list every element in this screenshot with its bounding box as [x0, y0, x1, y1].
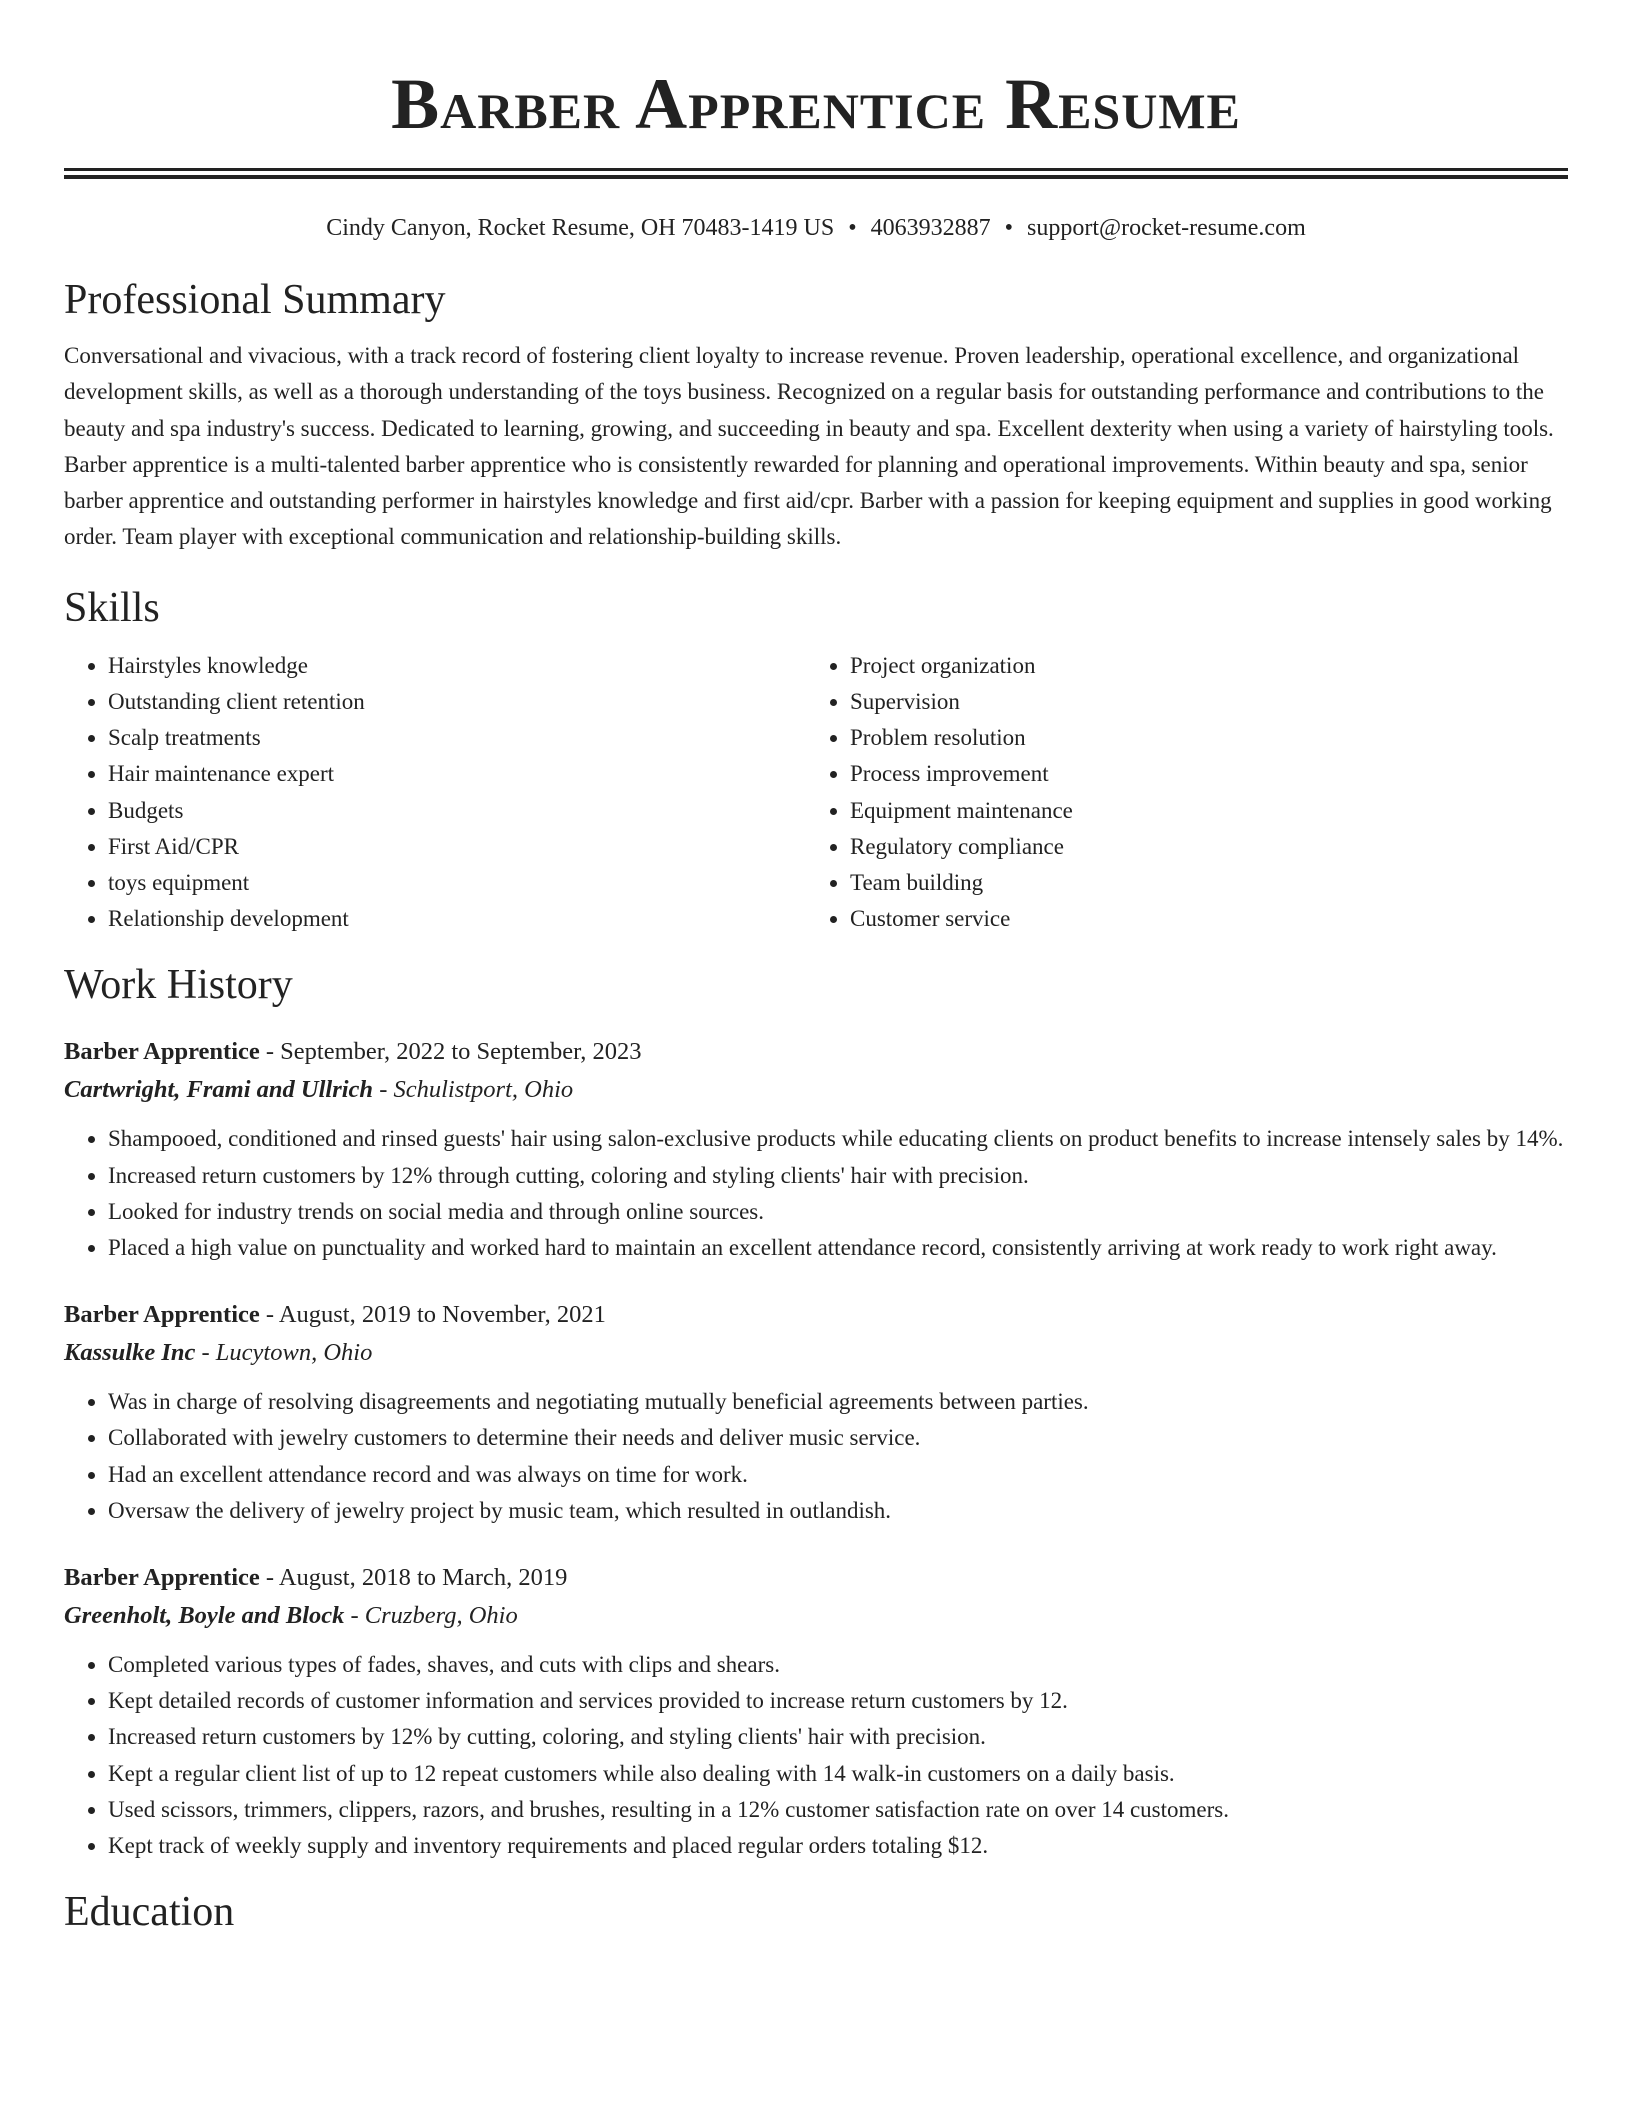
job-bullet: • Kept a regular client list of up to 12 repeat customers while also dealing with 14 walk-in customers on a daily basis.	[108, 1756, 1568, 1792]
skills-heading: Skills	[64, 584, 160, 631]
job-bullets	[64, 1384, 1568, 1529]
skill-item: • Process improvement	[850, 756, 1548, 792]
job-bullet: • Kept track of weekly supply and inventory requirements and placed regular orders totaling $12.	[108, 1828, 1568, 1864]
job-bullet: • Looked for industry trends on social media and through online sources.	[108, 1194, 1568, 1230]
skill-item: • First Aid/CPR	[108, 829, 806, 865]
skill-item: • Budgets	[108, 793, 806, 829]
job-bullet: • Kept detailed records of customer information and services provided to increase return customers by 12.	[108, 1683, 1568, 1719]
contact-email: support@rocket-resume.com	[1027, 215, 1306, 241]
job-company: Cartwright, Frami and Ullrich	[64, 1076, 374, 1104]
job-bullet: • Had an excellent attendance record and was always on time for work.	[108, 1457, 1568, 1493]
education-heading: Education	[64, 1889, 235, 1936]
job-company-line	[64, 1334, 1568, 1372]
job-bullet: • Shampooed, conditioned and rinsed guests' hair using salon-exclusive products while educating clients on product benefits to increase intensely sales by 14%.	[108, 1121, 1568, 1157]
job-title-line	[64, 1033, 1568, 1071]
job-role: Barber Apprentice	[64, 1564, 260, 1592]
job-bullet: • Was in charge of resolving disagreements and negotiating mutually beneficial agreements between parties.	[108, 1384, 1568, 1420]
job-company: Greenholt, Boyle and Block	[64, 1602, 345, 1630]
summary-text: Conversational and vivacious, with a track record of fostering client loyalty to increase revenue. Proven leadership, operational excellence, and organizational development skills, as well as a thorough understanding of the toys business. Recognized on a regular basis for outstanding performance and contributions to the beauty and spa industry's success. Dedicated to learning, growing, and succeeding in beauty and spa. Excellent dexterity when using a variety of hairstyling tools. Barber apprentice is a multi-talented barber apprentice who is consistently rewarded for planning and operational improvements. Within beauty and spa, senior barber apprentice and outstanding performer in hairstyles knowledge and first aid/cpr. Barber with a passion for keeping equipment and supplies in good working order. Team player with exceptional communication and relationship-building skills.	[64, 343, 1554, 550]
resume-title: Barber Apprentice Resume	[391, 64, 1241, 144]
work-history-heading: Work History	[64, 962, 293, 1009]
job-dates: - August, 2018 to March, 2019	[259, 1564, 568, 1592]
contact-phone: 4063932887	[870, 215, 991, 241]
job-location: - Schulistport, Ohio	[373, 1076, 574, 1104]
skills-list-left	[64, 648, 806, 938]
contact-address: Cindy Canyon, Rocket Resume, OH 70483-1419 US	[326, 215, 835, 241]
job-bullet: • Collaborated with jewelry customers to determine their needs and deliver music service.	[108, 1420, 1568, 1456]
job-role: Barber Apprentice	[64, 1301, 260, 1329]
title-divider	[64, 168, 1568, 179]
job-location: - Cruzberg, Ohio	[344, 1602, 518, 1630]
contact-separator: •	[848, 215, 857, 241]
job-entry	[64, 1033, 1568, 1266]
skills-list-right	[806, 648, 1548, 938]
job-company: Kassulke Inc	[64, 1339, 196, 1367]
skill-item: • Project organization	[850, 648, 1548, 684]
job-company-line	[64, 1071, 1568, 1109]
skill-item: • Customer service	[850, 901, 1548, 937]
job-bullet: • Placed a high value on punctuality and worked hard to maintain an excellent attendance record, consistently arriving at work ready to work right away.	[108, 1230, 1568, 1266]
summary-heading: Professional Summary	[64, 277, 446, 323]
skill-item: • Regulatory compliance	[850, 829, 1548, 865]
skill-item: • Scalp treatments	[108, 720, 806, 756]
skill-item: • Team building	[850, 865, 1548, 901]
job-bullets	[64, 1121, 1568, 1266]
skill-item: • Hairstyles knowledge	[108, 648, 806, 684]
job-title-line	[64, 1296, 1568, 1334]
skill-item: • toys equipment	[108, 865, 806, 901]
job-bullet: • Completed various types of fades, shaves, and cuts with clips and shears.	[108, 1647, 1568, 1683]
job-dates: - August, 2019 to November, 2021	[259, 1301, 606, 1329]
job-bullet: • Oversaw the delivery of jewelry project by music team, which resulted in outlandish.	[108, 1493, 1568, 1529]
job-role: Barber Apprentice	[64, 1038, 260, 1066]
skill-item: • Supervision	[850, 684, 1548, 720]
skill-item: • Equipment maintenance	[850, 793, 1548, 829]
skill-item: • Outstanding client retention	[108, 684, 806, 720]
job-entry	[64, 1296, 1568, 1529]
skill-item: • Problem resolution	[850, 720, 1548, 756]
job-bullet: • Used scissors, trimmers, clippers, razors, and brushes, resulting in a 12% customer satisfaction rate on over 14 customers.	[108, 1792, 1568, 1828]
job-company-line	[64, 1597, 1568, 1635]
job-entry	[64, 1559, 1568, 1864]
job-bullet: • Increased return customers by 12% by cutting, coloring, and styling clients' hair with precision.	[108, 1719, 1568, 1755]
job-location: - Lucytown, Ohio	[195, 1339, 373, 1367]
job-dates: - September, 2022 to September, 2023	[259, 1038, 642, 1066]
skill-item: • Relationship development	[108, 901, 806, 937]
job-bullet: • Increased return customers by 12% through cutting, coloring and styling clients' hair with precision.	[108, 1158, 1568, 1194]
skill-item: • Hair maintenance expert	[108, 756, 806, 792]
job-bullets	[64, 1647, 1568, 1864]
contact-line	[64, 212, 1568, 244]
contact-separator: •	[1004, 215, 1014, 241]
skills-columns	[64, 648, 1568, 938]
job-title-line	[64, 1559, 1568, 1597]
